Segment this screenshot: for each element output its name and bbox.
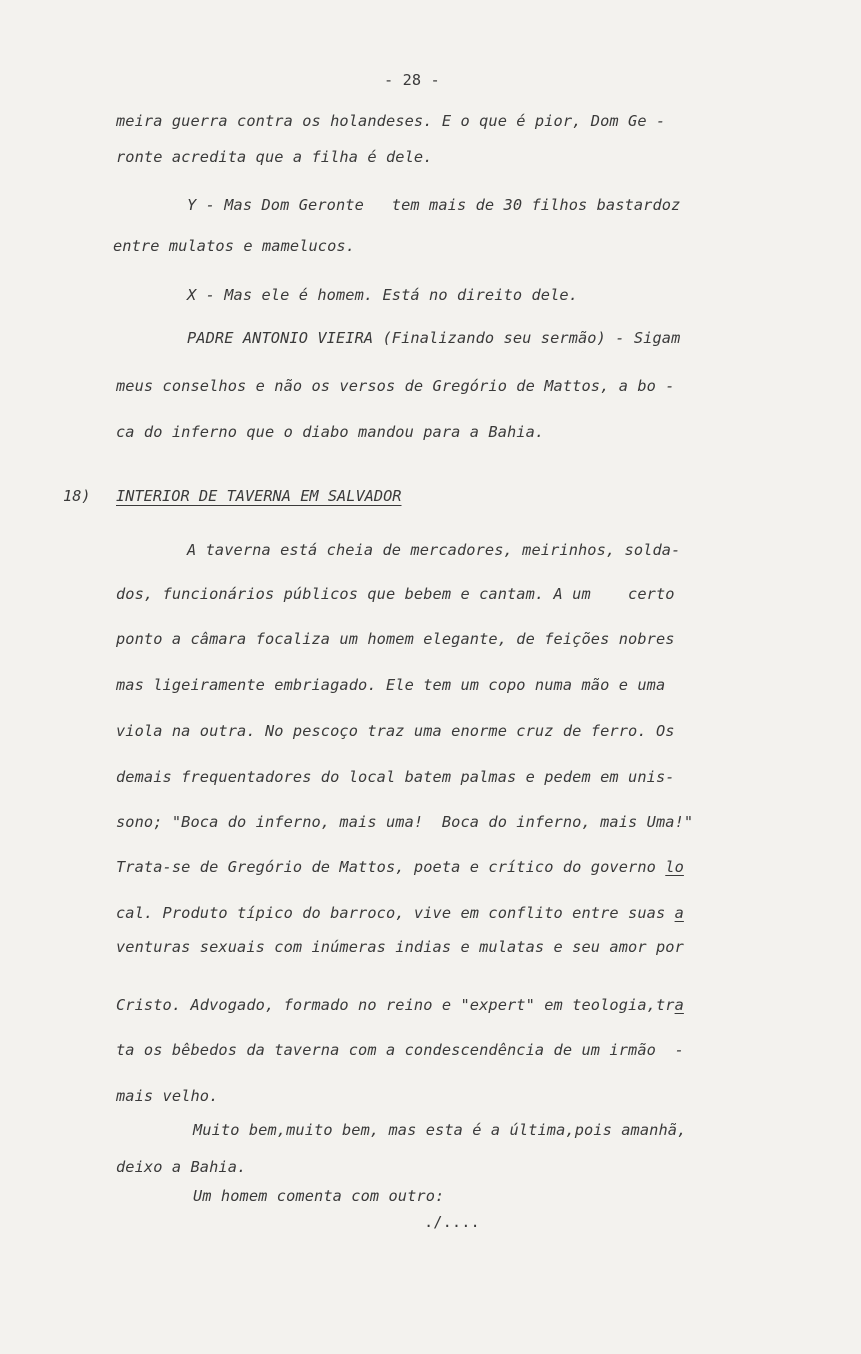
text-line: ca do inferno que o diabo mandou para a Bahia. <box>116 423 545 441</box>
text-line: meira guerra contra os holandeses. E o que é pior, Dom Ge - <box>116 112 666 130</box>
continuation-mark: ./.... <box>424 1213 480 1231</box>
section-number: 18) <box>63 487 91 505</box>
text-line: entre mulatos e mamelucos. <box>113 237 356 255</box>
text-line: ponto a câmara focaliza um homem elegante, de feições nobres <box>116 630 675 648</box>
text-line: Um homem comenta com outro: <box>193 1187 445 1205</box>
text-line: meus conselhos e não os versos de Gregório de Mattos, a bo - <box>116 377 675 395</box>
dialogue-line: X - Mas ele é homem. Está no direito dele. <box>187 286 578 304</box>
text-span: Cristo. Advogado, formado no reino e "expert" em teologia,tr <box>116 996 675 1014</box>
text-line: venturas sexuais com inúmeras indias e mulatas e seu amor por <box>116 938 684 956</box>
text-span: a <box>674 904 684 922</box>
dialogue-line: Muito bem,muito bem, mas esta é a última,pois amanhã, <box>193 1121 687 1139</box>
text-line: mais velho. <box>116 1087 219 1105</box>
text-span: lo <box>665 858 684 876</box>
text-line: ronte acredita que a filha é dele. <box>116 148 433 166</box>
page-number: - 28 - <box>384 71 440 89</box>
dialogue-line: Y - Mas Dom Geronte tem mais de 30 filhos bastardoz <box>187 196 681 214</box>
dialogue-line: PADRE ANTONIO VIEIRA (Finalizando seu sermão) - Sigam <box>187 329 681 347</box>
text-line <box>116 904 684 922</box>
text-line: demais frequentadores do local batem palmas e pedem em unis- <box>116 768 675 786</box>
text-line: ta os bêbedos da taverna com a condescendência de um irmão - <box>116 1041 684 1059</box>
section-title: INTERIOR DE TAVERNA EM SALVADOR <box>116 487 402 505</box>
text-line: mas ligeiramente embriagado. Ele tem um copo numa mão e uma <box>116 676 666 694</box>
text-line: dos, funcionários públicos que bebem e cantam. A um certo <box>116 585 675 603</box>
text-line: viola na outra. No pescoço traz uma enorme cruz de ferro. Os <box>116 722 675 740</box>
text-line: deixo a Bahia. <box>116 1158 247 1176</box>
text-span: Trata-se de Gregório de Mattos, poeta e crítico do governo <box>116 858 666 876</box>
text-line <box>116 858 684 876</box>
text-span: cal. Produto típico do barroco, vive em conflito entre suas <box>116 904 675 922</box>
text-line <box>116 996 684 1014</box>
text-line: sono; "Boca do inferno, mais uma! Boca do inferno, mais Uma!" <box>116 813 694 831</box>
text-line: A taverna está cheia de mercadores, meirinhos, solda- <box>187 541 681 559</box>
text-span: a <box>674 996 684 1014</box>
